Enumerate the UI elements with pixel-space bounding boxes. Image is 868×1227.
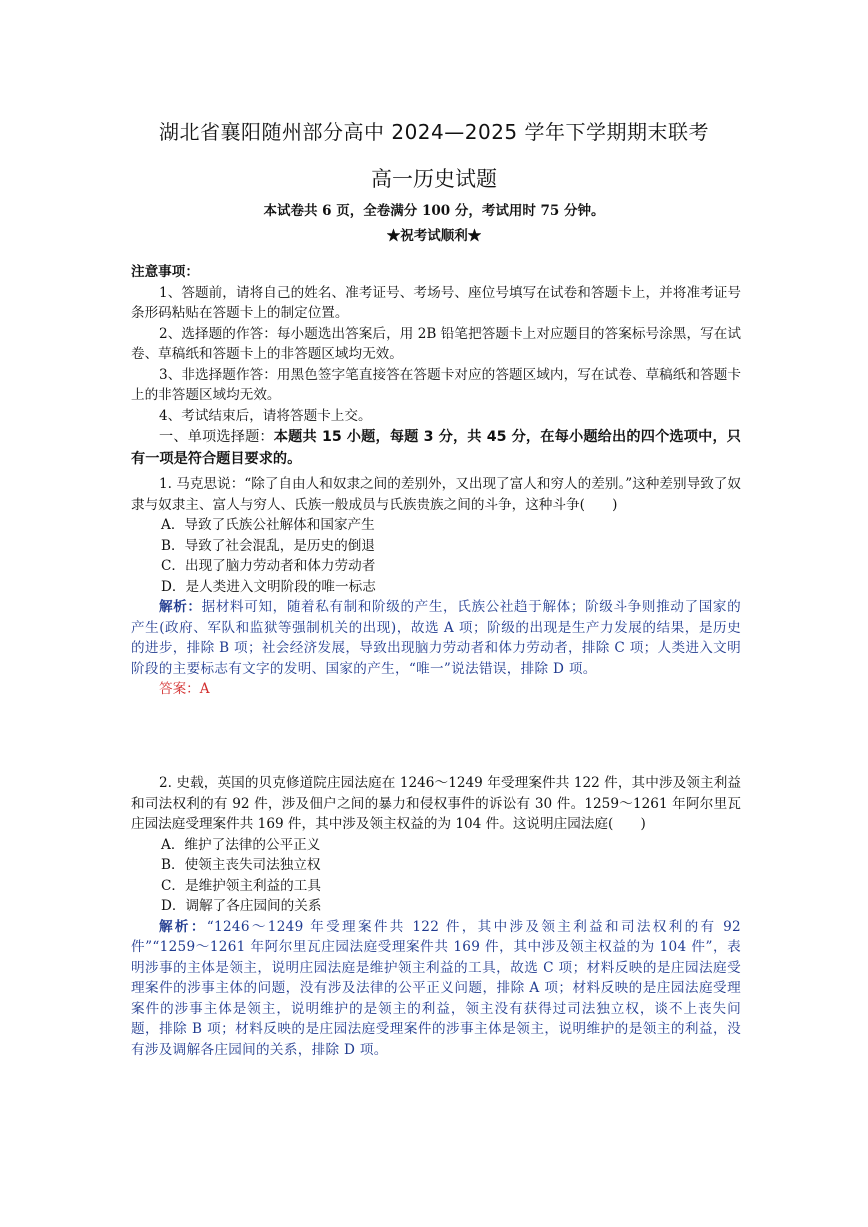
exam-title: 湖北省襄阳随州部分高中 2024—2025 学年下学期期末联考: [158, 120, 709, 144]
option-c: C．出现了脑力劳动者和体力劳动者: [161, 558, 376, 574]
note-item: 1、答题前，请将自己的姓名、准考证号、考场号、座位号填写在试卷和答题卡上，并将准考证号条形码粘贴在答题卡上的制定位置。: [131, 284, 741, 321]
notes-block: [131, 262, 741, 426]
answer: 答案：A: [159, 681, 210, 697]
analysis-text: 据材料可知，随着私有制和阶级的产生，氏族公社趋于解体；阶级斗争则推动了国家的产生(政府、军队和监狱等强制机关的出现)，故选 A 项；阶级的出现是生产力发展的结果，是历史的进步，排除 B 项；社会经济发展，导致出现脑力劳动者和体力劳动者，排除 C 项；人类进入文明阶段的主要标志有文字的发明、国家的产生，“唯一”说法错误，排除 D 项。: [131, 599, 741, 677]
question-2: [131, 773, 741, 1060]
option-b: B．导致了社会混乱，是历史的倒退: [161, 537, 375, 554]
question-1: [131, 474, 741, 700]
section-label: 一、单项选择题：: [159, 429, 274, 445]
analysis-text: “1246～1249 年受理案件共 122 件，其中涉及领主利益和司法权利的有 92 件”“1259～1261 年阿尔里瓦庄园法庭受理案件共 169 件，其中涉及领主权益的为 104 件”，表明涉事的主体是领主，说明庄园法庭是维护领主利益的工具，故选 C 项；材料反映的是庄园法庭受理案件的涉事主体的问题，没有涉及法律的公平正义问题，排除 A 项；材料反映的是庄园法庭受理案件的涉事主体是领主，说明维护的是领主的利益，领主没有获得过司法独立权，谈不上丧失问题，排除 B 项；材料反映的是庄园法庭受理案件的涉事主体是领主，说明维护的是领主的利益，没有涉及调解各庄园间的关系，排除 D 项。: [131, 918, 742, 1058]
exam-wish: ★祝考试顺利★: [386, 228, 482, 244]
note-item: 2、选择题的作答：每小题选出答案后，用 2B 铅笔把答题卡上对应题目的答案标号涂黑，写在试卷、草稿纸和答题卡上的非答题区域均无效。: [131, 325, 741, 362]
option-d: D．调解了各庄园间的关系: [161, 898, 322, 914]
exam-subtitle: 高一历史试题: [371, 167, 497, 191]
question-stem: 1. 马克思说：“除了自由人和奴隶之间的差别外，又出现了富人和穷人的差别。”这种差别导致了奴隶与奴隶主、富人与穷人、氏族一般成员与氏族贵族之间的斗争，这种斗争( ): [131, 476, 741, 513]
analysis: [131, 917, 741, 1061]
note-item: 3、非选择题作答：用黑色签字笔直接答在答题卡对应的答题区域内，写在试卷、草稿纸和答题卡上的非答题区域均无效。: [131, 366, 741, 403]
option-c: C．是维护领主利益的工具: [161, 877, 321, 894]
analysis-label: 解析：: [159, 599, 202, 615]
section-one: [131, 426, 741, 470]
exam-info: 本试卷共 6 页，全卷满分 100 分，考试用时 75 分钟。: [263, 203, 605, 219]
analysis: [131, 597, 741, 679]
notes-heading: 注意事项：: [131, 264, 199, 280]
section-heading: [131, 426, 741, 470]
option-a: A．维护了法律的公平正义: [161, 836, 321, 853]
option-d: D．是人类进入文明阶段的唯一标志: [161, 578, 376, 595]
option-a: A．导致了氏族公社解体和国家产生: [161, 517, 375, 533]
question-stem: 2. 史载，英国的贝克修道院庄园法庭在 1246～1249 年受理案件共 122 件，其中涉及领主利益和司法权利的有 92 件，涉及佃户之间的暴力和侵权事件的诉讼有 30 件。1259～1261 年阿尔里瓦庄园法庭受理案件共 169 件，其中涉及领主权益的为 104 件。这说明庄园法庭( ): [131, 775, 741, 832]
option-b: B．使领主丧失司法独立权: [161, 857, 321, 873]
analysis-label: 解析：: [159, 918, 207, 935]
section-description: 本题共 15 小题，每题 3 分，共 45 分，在每小题给出的四个选项中，只有一项是符合题目要求的。: [131, 429, 741, 467]
note-item: 4、考试结束后，请将答题卡上交。: [159, 407, 372, 424]
